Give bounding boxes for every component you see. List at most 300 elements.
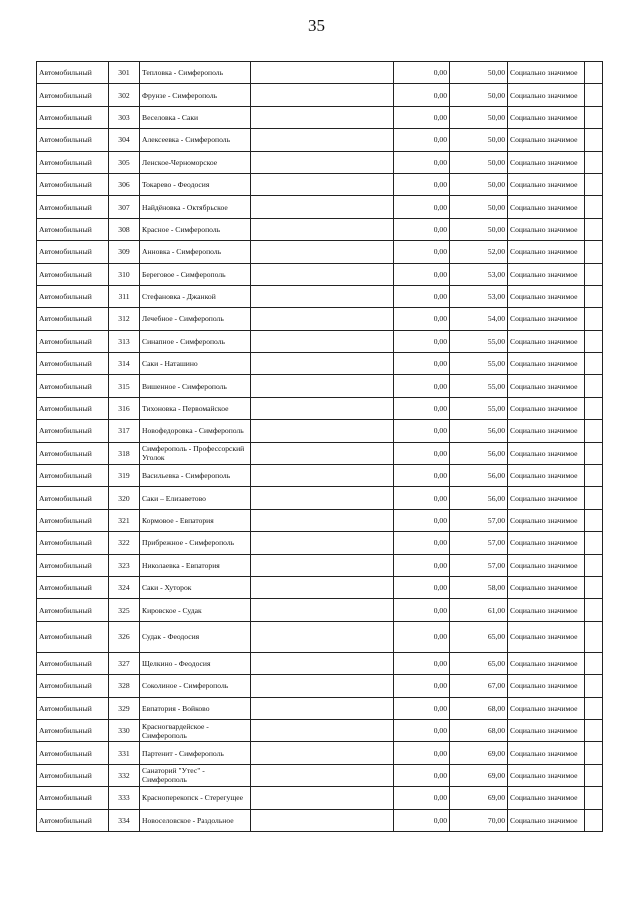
- blank-cell: [251, 84, 394, 106]
- number-cell: 330: [109, 719, 140, 741]
- route-name-cell: Партенит - Симферополь: [140, 742, 251, 764]
- number-cell: 308: [109, 218, 140, 240]
- status-cell: Социально значимое: [508, 353, 585, 375]
- route-name-cell: Веселовка - Саки: [140, 106, 251, 128]
- type-cell: Автомобильный: [37, 652, 109, 674]
- value2-cell: 53,00: [450, 285, 508, 307]
- status-cell: Социально значимое: [508, 487, 585, 509]
- type-cell: Автомобильный: [37, 764, 109, 786]
- blank-cell: [251, 697, 394, 719]
- status-cell: Социально значимое: [508, 554, 585, 576]
- value2-cell: 55,00: [450, 353, 508, 375]
- route-name-cell: Тепловка - Симферополь: [140, 62, 251, 84]
- route-name-cell: Николаевка - Евпатория: [140, 554, 251, 576]
- empty-cell: [585, 397, 603, 419]
- table-row: [37, 308, 603, 330]
- value1-cell: 0,00: [394, 621, 450, 652]
- table-row: [37, 106, 603, 128]
- value2-cell: 61,00: [450, 599, 508, 621]
- value2-cell: 53,00: [450, 263, 508, 285]
- number-cell: 321: [109, 509, 140, 531]
- type-cell: Автомобильный: [37, 218, 109, 240]
- blank-cell: [251, 621, 394, 652]
- number-cell: 307: [109, 196, 140, 218]
- blank-cell: [251, 397, 394, 419]
- number-cell: 306: [109, 173, 140, 195]
- value2-cell: 68,00: [450, 719, 508, 741]
- value2-cell: 55,00: [450, 375, 508, 397]
- table-row: [37, 809, 603, 831]
- value2-cell: 54,00: [450, 308, 508, 330]
- empty-cell: [585, 375, 603, 397]
- table-row: [37, 599, 603, 621]
- type-cell: Автомобильный: [37, 263, 109, 285]
- value1-cell: 0,00: [394, 576, 450, 598]
- route-name-cell: Новофедоровка - Симферополь: [140, 420, 251, 442]
- type-cell: Автомобильный: [37, 285, 109, 307]
- blank-cell: [251, 742, 394, 764]
- value1-cell: 0,00: [394, 241, 450, 263]
- route-name-cell: Соколиное - Симферополь: [140, 675, 251, 697]
- number-cell: 315: [109, 375, 140, 397]
- route-name-cell: Красное - Симферополь: [140, 218, 251, 240]
- type-cell: Автомобильный: [37, 532, 109, 554]
- status-cell: Социально значимое: [508, 84, 585, 106]
- number-cell: 322: [109, 532, 140, 554]
- status-cell: Социально значимое: [508, 509, 585, 531]
- value1-cell: 0,00: [394, 742, 450, 764]
- table-row: [37, 719, 603, 741]
- route-name-cell: Ленское-Черноморское: [140, 151, 251, 173]
- value1-cell: 0,00: [394, 554, 450, 576]
- type-cell: Автомобильный: [37, 330, 109, 352]
- empty-cell: [585, 129, 603, 151]
- empty-cell: [585, 487, 603, 509]
- blank-cell: [251, 787, 394, 809]
- table-row: [37, 675, 603, 697]
- empty-cell: [585, 420, 603, 442]
- blank-cell: [251, 420, 394, 442]
- table-row: [37, 787, 603, 809]
- route-name-cell: Саки - Хуторок: [140, 576, 251, 598]
- status-cell: Социально значимое: [508, 375, 585, 397]
- empty-cell: [585, 353, 603, 375]
- number-cell: 301: [109, 62, 140, 84]
- number-cell: 305: [109, 151, 140, 173]
- status-cell: Социально значимое: [508, 196, 585, 218]
- blank-cell: [251, 465, 394, 487]
- empty-cell: [585, 652, 603, 674]
- route-name-cell: Кормовое - Евпатория: [140, 509, 251, 531]
- blank-cell: [251, 330, 394, 352]
- value1-cell: 0,00: [394, 697, 450, 719]
- status-cell: Социально значимое: [508, 106, 585, 128]
- value1-cell: 0,00: [394, 487, 450, 509]
- empty-cell: [585, 465, 603, 487]
- empty-cell: [585, 151, 603, 173]
- route-name-cell: Анновка - Симферополь: [140, 241, 251, 263]
- value1-cell: 0,00: [394, 151, 450, 173]
- value1-cell: 0,00: [394, 353, 450, 375]
- value2-cell: 57,00: [450, 532, 508, 554]
- table-row: [37, 218, 603, 240]
- type-cell: Автомобильный: [37, 697, 109, 719]
- table-row: [37, 62, 603, 84]
- table-row: [37, 151, 603, 173]
- route-name-cell: Симферополь - Профессорский Уголок: [140, 442, 251, 464]
- table-row: [37, 652, 603, 674]
- type-cell: Автомобильный: [37, 742, 109, 764]
- table-row: [37, 697, 603, 719]
- blank-cell: [251, 353, 394, 375]
- route-name-cell: Судак - Феодосия: [140, 621, 251, 652]
- status-cell: Социально значимое: [508, 697, 585, 719]
- value1-cell: 0,00: [394, 764, 450, 786]
- number-cell: 329: [109, 697, 140, 719]
- table-row: [37, 196, 603, 218]
- number-cell: 303: [109, 106, 140, 128]
- blank-cell: [251, 151, 394, 173]
- blank-cell: [251, 218, 394, 240]
- status-cell: Социально значимое: [508, 787, 585, 809]
- status-cell: Социально значимое: [508, 151, 585, 173]
- number-cell: 320: [109, 487, 140, 509]
- status-cell: Социально значимое: [508, 263, 585, 285]
- empty-cell: [585, 442, 603, 464]
- route-name-cell: Васильевка - Симферополь: [140, 465, 251, 487]
- empty-cell: [585, 308, 603, 330]
- empty-cell: [585, 330, 603, 352]
- type-cell: Автомобильный: [37, 106, 109, 128]
- route-name-cell: Новоселовское - Раздольное: [140, 809, 251, 831]
- number-cell: 328: [109, 675, 140, 697]
- table-row: [37, 129, 603, 151]
- value2-cell: 56,00: [450, 465, 508, 487]
- value1-cell: 0,00: [394, 173, 450, 195]
- value2-cell: 56,00: [450, 442, 508, 464]
- number-cell: 318: [109, 442, 140, 464]
- type-cell: Автомобильный: [37, 554, 109, 576]
- empty-cell: [585, 241, 603, 263]
- blank-cell: [251, 554, 394, 576]
- route-name-cell: Лечебное - Симферополь: [140, 308, 251, 330]
- route-name-cell: Найдёновка - Октябрьское: [140, 196, 251, 218]
- status-cell: Социально значимое: [508, 809, 585, 831]
- value2-cell: 55,00: [450, 330, 508, 352]
- route-name-cell: Красногвардейское - Симферополь: [140, 719, 251, 741]
- table-row: [37, 764, 603, 786]
- table-row: [37, 375, 603, 397]
- type-cell: Автомобильный: [37, 576, 109, 598]
- blank-cell: [251, 509, 394, 531]
- empty-cell: [585, 675, 603, 697]
- number-cell: 316: [109, 397, 140, 419]
- empty-cell: [585, 764, 603, 786]
- route-name-cell: Алексеевка - Симферополь: [140, 129, 251, 151]
- blank-cell: [251, 129, 394, 151]
- value2-cell: 67,00: [450, 675, 508, 697]
- table-row: [37, 554, 603, 576]
- status-cell: Социально значимое: [508, 397, 585, 419]
- value1-cell: 0,00: [394, 532, 450, 554]
- blank-cell: [251, 764, 394, 786]
- table-row: [37, 621, 603, 652]
- route-name-cell: Фрунзе - Симферополь: [140, 84, 251, 106]
- value2-cell: 50,00: [450, 173, 508, 195]
- status-cell: Социально значимое: [508, 532, 585, 554]
- number-cell: 312: [109, 308, 140, 330]
- blank-cell: [251, 106, 394, 128]
- value1-cell: 0,00: [394, 397, 450, 419]
- value2-cell: 68,00: [450, 697, 508, 719]
- blank-cell: [251, 442, 394, 464]
- number-cell: 331: [109, 742, 140, 764]
- value2-cell: 56,00: [450, 487, 508, 509]
- empty-cell: [585, 196, 603, 218]
- type-cell: Автомобильный: [37, 353, 109, 375]
- value1-cell: 0,00: [394, 719, 450, 741]
- value1-cell: 0,00: [394, 263, 450, 285]
- type-cell: Автомобильный: [37, 129, 109, 151]
- table-row: [37, 532, 603, 554]
- status-cell: Социально значимое: [508, 764, 585, 786]
- number-cell: 333: [109, 787, 140, 809]
- status-cell: Социально значимое: [508, 241, 585, 263]
- empty-cell: [585, 285, 603, 307]
- status-cell: Социально значимое: [508, 742, 585, 764]
- status-cell: Социально значимое: [508, 465, 585, 487]
- table-row: [37, 173, 603, 195]
- blank-cell: [251, 675, 394, 697]
- type-cell: Автомобильный: [37, 241, 109, 263]
- type-cell: Автомобильный: [37, 442, 109, 464]
- value2-cell: 50,00: [450, 129, 508, 151]
- blank-cell: [251, 375, 394, 397]
- type-cell: Автомобильный: [37, 62, 109, 84]
- table-row: [37, 442, 603, 464]
- table-row: [37, 509, 603, 531]
- status-cell: Социально значимое: [508, 599, 585, 621]
- empty-cell: [585, 62, 603, 84]
- empty-cell: [585, 84, 603, 106]
- value2-cell: 69,00: [450, 787, 508, 809]
- number-cell: 304: [109, 129, 140, 151]
- routes-table: [36, 61, 603, 832]
- value1-cell: 0,00: [394, 787, 450, 809]
- value1-cell: 0,00: [394, 62, 450, 84]
- empty-cell: [585, 532, 603, 554]
- type-cell: Автомобильный: [37, 84, 109, 106]
- value1-cell: 0,00: [394, 308, 450, 330]
- blank-cell: [251, 308, 394, 330]
- number-cell: 309: [109, 241, 140, 263]
- page-number: 35: [308, 16, 325, 35]
- blank-cell: [251, 173, 394, 195]
- value1-cell: 0,00: [394, 652, 450, 674]
- blank-cell: [251, 263, 394, 285]
- type-cell: Автомобильный: [37, 787, 109, 809]
- table-row: [37, 285, 603, 307]
- value2-cell: 55,00: [450, 397, 508, 419]
- route-name-cell: Стефановка - Джанкой: [140, 285, 251, 307]
- empty-cell: [585, 576, 603, 598]
- status-cell: Социально значимое: [508, 308, 585, 330]
- table-row: [37, 353, 603, 375]
- table-row: [37, 330, 603, 352]
- status-cell: Социально значимое: [508, 675, 585, 697]
- blank-cell: [251, 719, 394, 741]
- value1-cell: 0,00: [394, 375, 450, 397]
- number-cell: 332: [109, 764, 140, 786]
- route-name-cell: Саки – Елизаветово: [140, 487, 251, 509]
- value1-cell: 0,00: [394, 106, 450, 128]
- empty-cell: [585, 509, 603, 531]
- status-cell: Социально значимое: [508, 330, 585, 352]
- value2-cell: 50,00: [450, 84, 508, 106]
- status-cell: Социально значимое: [508, 62, 585, 84]
- type-cell: Автомобильный: [37, 397, 109, 419]
- value1-cell: 0,00: [394, 196, 450, 218]
- type-cell: Автомобильный: [37, 308, 109, 330]
- route-name-cell: Вишенное - Симферополь: [140, 375, 251, 397]
- number-cell: 323: [109, 554, 140, 576]
- value2-cell: 56,00: [450, 420, 508, 442]
- route-name-cell: Евпатория - Войково: [140, 697, 251, 719]
- value2-cell: 69,00: [450, 764, 508, 786]
- number-cell: 313: [109, 330, 140, 352]
- blank-cell: [251, 532, 394, 554]
- value2-cell: 50,00: [450, 218, 508, 240]
- type-cell: Автомобильный: [37, 599, 109, 621]
- value1-cell: 0,00: [394, 809, 450, 831]
- empty-cell: [585, 173, 603, 195]
- value2-cell: 69,00: [450, 742, 508, 764]
- value1-cell: 0,00: [394, 330, 450, 352]
- blank-cell: [251, 652, 394, 674]
- empty-cell: [585, 742, 603, 764]
- route-name-cell: Саки - Наташино: [140, 353, 251, 375]
- value1-cell: 0,00: [394, 218, 450, 240]
- type-cell: Автомобильный: [37, 375, 109, 397]
- value2-cell: 65,00: [450, 652, 508, 674]
- status-cell: Социально значимое: [508, 652, 585, 674]
- status-cell: Социально значимое: [508, 129, 585, 151]
- value2-cell: 52,00: [450, 241, 508, 263]
- value1-cell: 0,00: [394, 442, 450, 464]
- value1-cell: 0,00: [394, 84, 450, 106]
- empty-cell: [585, 719, 603, 741]
- number-cell: 319: [109, 465, 140, 487]
- value1-cell: 0,00: [394, 420, 450, 442]
- value2-cell: 58,00: [450, 576, 508, 598]
- status-cell: Социально значимое: [508, 420, 585, 442]
- value2-cell: 50,00: [450, 196, 508, 218]
- status-cell: Социально значимое: [508, 173, 585, 195]
- value1-cell: 0,00: [394, 509, 450, 531]
- empty-cell: [585, 809, 603, 831]
- number-cell: 310: [109, 263, 140, 285]
- type-cell: Автомобильный: [37, 621, 109, 652]
- type-cell: Автомобильный: [37, 173, 109, 195]
- table-row: [37, 397, 603, 419]
- value2-cell: 65,00: [450, 621, 508, 652]
- blank-cell: [251, 196, 394, 218]
- status-cell: Социально значимое: [508, 285, 585, 307]
- type-cell: Автомобильный: [37, 675, 109, 697]
- value2-cell: 50,00: [450, 106, 508, 128]
- table-row: [37, 420, 603, 442]
- table-row: [37, 84, 603, 106]
- type-cell: Автомобильный: [37, 487, 109, 509]
- blank-cell: [251, 285, 394, 307]
- status-cell: Социально значимое: [508, 218, 585, 240]
- value2-cell: 57,00: [450, 509, 508, 531]
- number-cell: 317: [109, 420, 140, 442]
- value1-cell: 0,00: [394, 675, 450, 697]
- route-name-cell: Прибрежное - Симферополь: [140, 532, 251, 554]
- empty-cell: [585, 106, 603, 128]
- number-cell: 314: [109, 353, 140, 375]
- value2-cell: 50,00: [450, 151, 508, 173]
- routes-table-body: [37, 62, 603, 832]
- number-cell: 311: [109, 285, 140, 307]
- blank-cell: [251, 487, 394, 509]
- route-name-cell: Щелкино - Феодосия: [140, 652, 251, 674]
- route-name-cell: Кировское - Судак: [140, 599, 251, 621]
- table-row: [37, 465, 603, 487]
- type-cell: Автомобильный: [37, 465, 109, 487]
- number-cell: 324: [109, 576, 140, 598]
- type-cell: Автомобильный: [37, 509, 109, 531]
- number-cell: 302: [109, 84, 140, 106]
- value1-cell: 0,00: [394, 129, 450, 151]
- type-cell: Автомобильный: [37, 719, 109, 741]
- table-row: [37, 263, 603, 285]
- number-cell: 326: [109, 621, 140, 652]
- route-name-cell: Токарево - Феодосия: [140, 173, 251, 195]
- status-cell: Социально значимое: [508, 576, 585, 598]
- type-cell: Автомобильный: [37, 420, 109, 442]
- status-cell: Социально значимое: [508, 621, 585, 652]
- value1-cell: 0,00: [394, 599, 450, 621]
- empty-cell: [585, 554, 603, 576]
- blank-cell: [251, 576, 394, 598]
- table-row: [37, 576, 603, 598]
- empty-cell: [585, 787, 603, 809]
- route-name-cell: Краснoперекопск - Стерегущее: [140, 787, 251, 809]
- number-cell: 334: [109, 809, 140, 831]
- blank-cell: [251, 599, 394, 621]
- value2-cell: 57,00: [450, 554, 508, 576]
- route-name-cell: Береговое - Симферополь: [140, 263, 251, 285]
- status-cell: Социально значимое: [508, 442, 585, 464]
- empty-cell: [585, 599, 603, 621]
- empty-cell: [585, 621, 603, 652]
- number-cell: 327: [109, 652, 140, 674]
- empty-cell: [585, 263, 603, 285]
- value2-cell: 50,00: [450, 62, 508, 84]
- blank-cell: [251, 62, 394, 84]
- table-row: [37, 742, 603, 764]
- route-name-cell: Санаторий "Утес" - Симферополь: [140, 764, 251, 786]
- value1-cell: 0,00: [394, 465, 450, 487]
- table-row: [37, 241, 603, 263]
- table-row: [37, 487, 603, 509]
- type-cell: Автомобильный: [37, 151, 109, 173]
- value2-cell: 70,00: [450, 809, 508, 831]
- empty-cell: [585, 697, 603, 719]
- blank-cell: [251, 241, 394, 263]
